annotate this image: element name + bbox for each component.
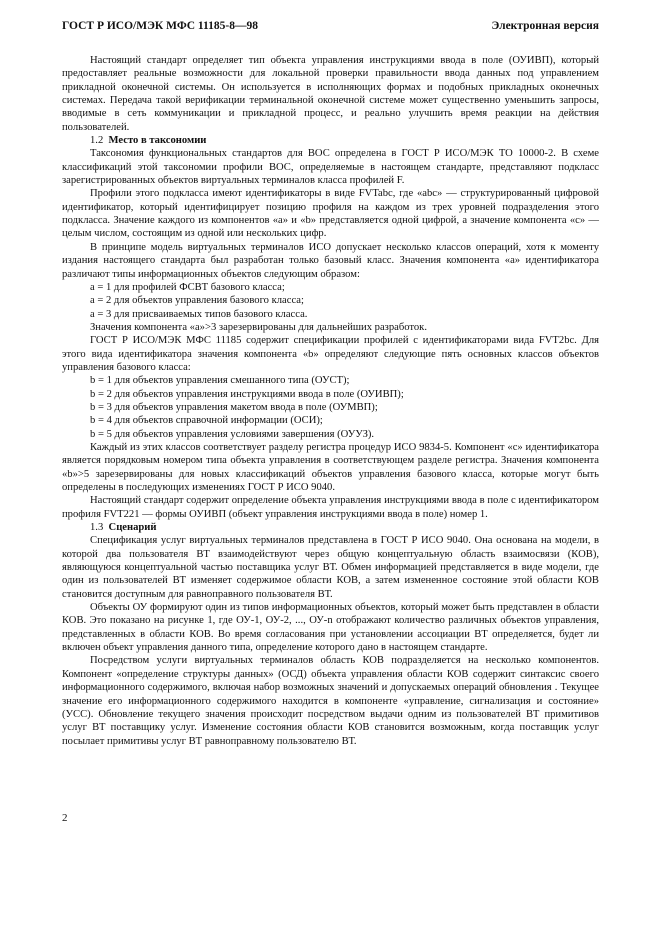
paragraph-register: Каждый из этих классов соответствует разделу регистра процедур ИСО 9834-5. Компонент «с» идентификатора является порядковым номером типа объекта управления в соответствующем разделе регистра. Значения компонента «b»>5 зарезервированы для новых классификаций объектов управления базового класса, которые могут быть определены в последующих изменениях ГОСТ Р ИСО 9040. bbox=[62, 441, 599, 493]
list-item-b5: b = 5 для объектов управления условиями завершения (ОУУЗ). bbox=[90, 428, 375, 440]
section-number: 1.3 bbox=[90, 522, 104, 534]
list-item-a3: а = 3 для присваиваемых типов базового класса. bbox=[90, 308, 308, 320]
page-header bbox=[62, 20, 599, 36]
list-item-b3: b = 3 для объектов управления макетом ввода в поле (ОУМВП); bbox=[90, 401, 378, 413]
list-item-b4: b = 4 для объектов справочной информации (ОСИ); bbox=[90, 415, 323, 427]
paragraph-objects: Объекты ОУ формируют один из типов информационных объектов, который может быть представлен в области КОВ. Это показано на рисунке 1, где ОУ-1, ОУ-2, ..., ОУ-n отображают количество различных объектов управления, представленных в области КОВ. Во время согласования при установлении ассоциации ВТ определяется, будет ли включен объект управления данного типа, определение которого дано в настоящем стандарте. bbox=[62, 602, 599, 654]
edition-label: Электронная версия bbox=[491, 20, 599, 32]
section-number: 1.2 bbox=[90, 135, 104, 147]
list-item-b2: b = 2 для объектов управления инструкциями ввода в поле (ОУИВП); bbox=[90, 388, 404, 400]
section-heading-1-3 bbox=[62, 521, 599, 534]
paragraph-scenario: Спецификация услуг виртуальных терминалов представлена в ГОСТ Р ИСО 9040. Она основана на модели, в которой два пользователя ВТ взаимодействуют через общую концептуальную область взаимосвязи (КОВ), являющуюся концептуальной частью поставщика услуг ВТ. Обмен информацией представляется в виде модели, где один из пользователей ВТ изменяет содержимое области КОВ, а затем измененное состояние этой области КОВ становится доступным для равноправного пользователя ВТ. bbox=[62, 535, 599, 600]
paragraph-components: Посредством услуги виртуальных терминалов область КОВ подразделяется на несколько компонентов. Компонент «определение структуры данных» (ОСД) объекта управления области КОВ содержит синтаксис своего информационного содержимого, включая набор возможных значений и допускаемых операций обновления . Текущее значение его информационного содержимого находится в компоненте «управление, сигнализация и состояние» (УСС). Обновление текущего значения происходит посредством выдачи одним из пользователей ВТ примитивов услуг ВТ поставщику услуг. Изменение состояния области КОВ становится возможным, когда поставщик услуг посылает примитивы услуг ВТ равноправному пользователю ВТ. bbox=[62, 655, 599, 747]
list-item-b1: b = 1 для объектов управления смешанного типа (ОУСТ); bbox=[90, 375, 350, 387]
paragraph-model: В принципе модель виртуальных терминалов ИСО допускает несколько классов операций, хотя к моменту издания настоящего стандарта был разработан только базовый класс. Значения компонента «а» идентификатора различают типы информационных объектов следующим образом: bbox=[62, 241, 599, 280]
section-title: Место в таксономии bbox=[108, 135, 207, 147]
section-heading-1-2 bbox=[62, 134, 599, 147]
paragraph-intro: Настоящий стандарт определяет тип объекта управления инструкциями ввода в поле (ОУИВП), который предоставляет реальные возможности для локальной проверки правильности ввода данных под управлением прикладной оконечной системы. Он используется в исполняющих формах и подобных прикладных оконечных системах. Передача такой верификации терминальной оконечной системе может существенно уменьшить запросы, вводимые в сеть коммуникации и прикладной процесс, и реально улучшить время реакции на действия пользователей. bbox=[62, 55, 599, 133]
paragraph-fvt2bc: ГОСТ Р ИСО/МЭК МФС 11185 содержит спецификации профилей с идентификаторами вида FVT2bc. Для этого вида идентификатора значения компонента «b» определяют следующие пять основных классов объектов управления базового класса: bbox=[62, 335, 599, 373]
section-title: Сценарий bbox=[108, 522, 157, 534]
list-item-a1: а = 1 для профилей ФСВТ базового класса; bbox=[90, 281, 285, 293]
list-item-a2: а = 2 для объектов управления базового класса; bbox=[90, 295, 304, 307]
page-body bbox=[62, 54, 599, 748]
document-code: ГОСТ Р ИСО/МЭК МФС 11185-8—98 bbox=[62, 20, 258, 32]
paragraph-fvt221: Настоящий стандарт содержит определение объекта управления инструкциями ввода в поле с идентификатором профиля FVT221 — формы ОУИВП (объект управления инструкциями ввода в поле) номер 1. bbox=[62, 495, 599, 520]
paragraph-reserved-a: Значения компонента «а»>3 зарезервированы для дальнейших разработок. bbox=[90, 321, 427, 333]
paragraph-profiles: Профили этого подкласса имеют идентификаторы в виде FVTabc, где «abc» — структурированный цифровой идентификатор, который идентифицирует позицию профиля на каждом из трех уровней подразделения этого подкласса. Значение каждого из компонентов «а» и «b» представляется одной цифрой, а значение компонента «с» — целым числом, состоящим из одной или нескольких цифр. bbox=[62, 188, 599, 240]
paragraph-taxonomy: Таксономия функциональных стандартов для ВОС определена в ГОСТ Р ИСО/МЭК ТО 10000-2. В схеме классификаций этой таксономии профили ВОС, определяемые в настоящем стандарте, представляют подкласс зарегистрированных объектов виртуальных терминалов класса профилей F. bbox=[62, 148, 599, 187]
page-number: 2 bbox=[62, 812, 68, 824]
